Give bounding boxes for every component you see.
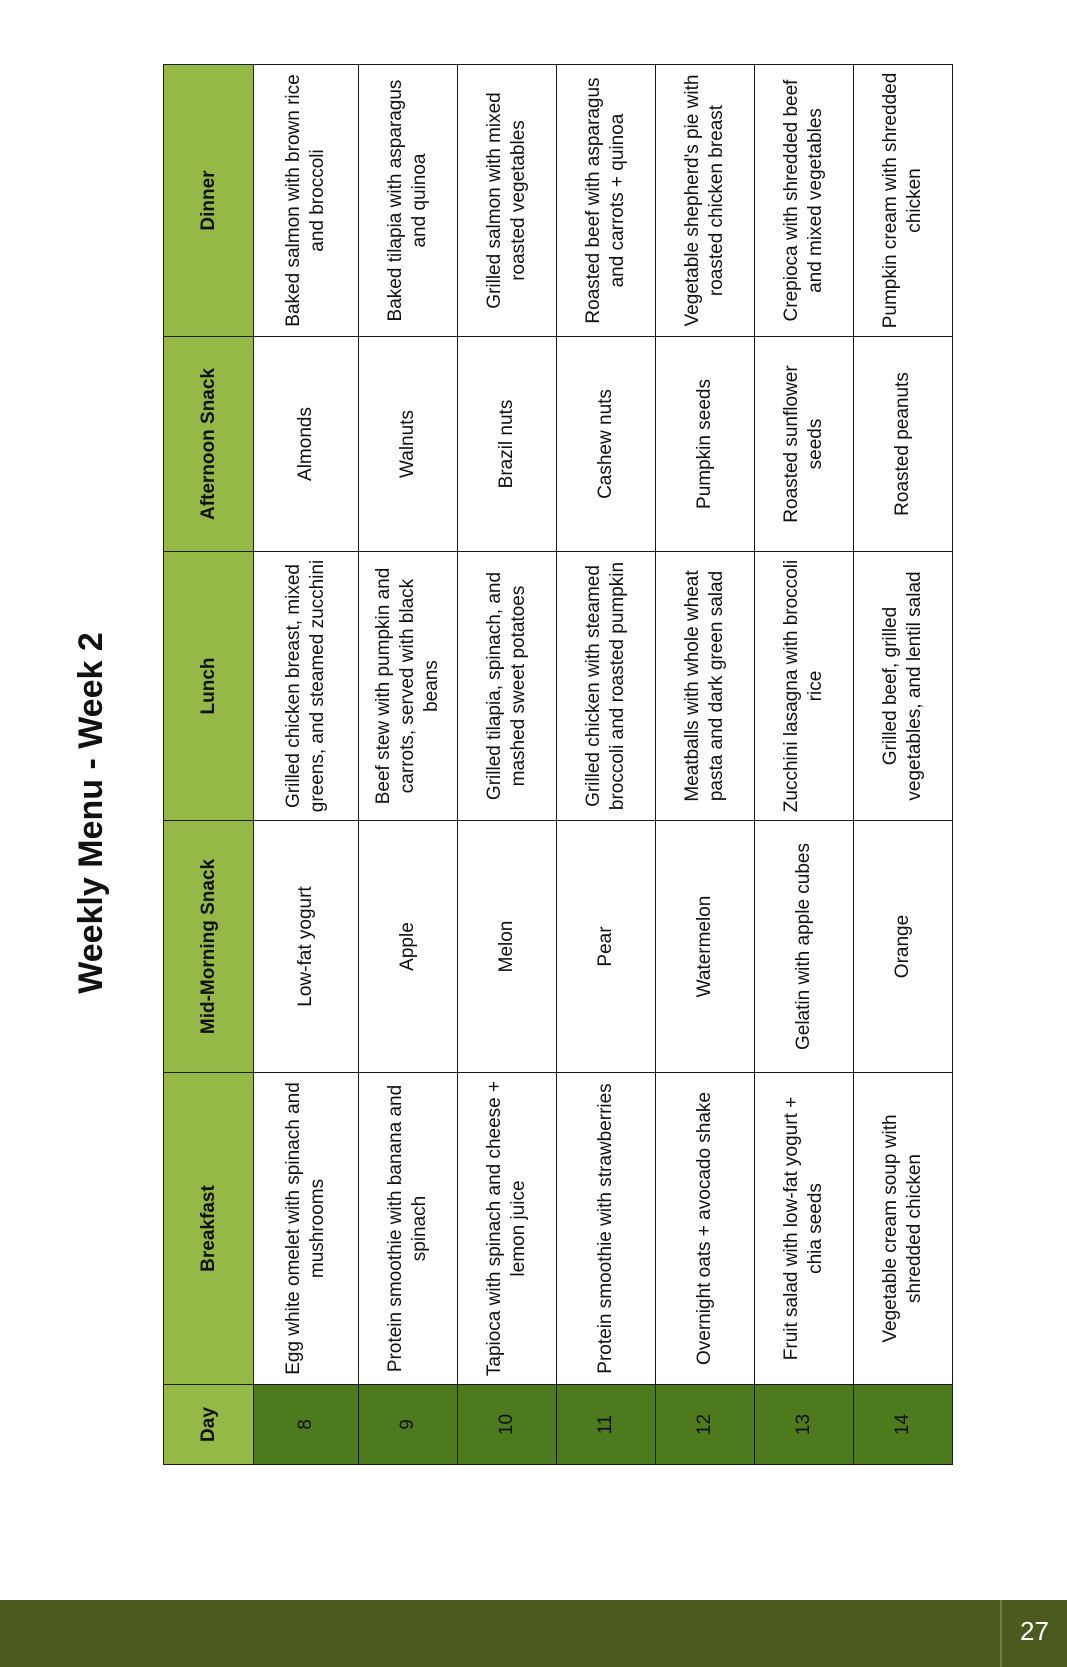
rotated-page-content (63, 63, 1019, 1563)
dinner-cell: Crepioca with shredded beef and mixed vegetables (755, 65, 854, 337)
dinner-cell: Baked tilapia with asparagus and quinoa (359, 65, 458, 337)
mid-morning-snack-cell: Gelatin with apple cubes (755, 821, 854, 1073)
table-row (254, 65, 359, 1465)
breakfast-cell: Vegetable cream soup with shredded chicken (854, 1073, 953, 1385)
afternoon-snack-cell: Roasted peanuts (854, 337, 953, 552)
day-cell: 9 (359, 1385, 458, 1465)
table-row (359, 65, 458, 1465)
footer-band (0, 1600, 1067, 1667)
afternoon-snack-cell: Cashew nuts (557, 337, 656, 552)
header-row (164, 65, 254, 1465)
table-header (164, 65, 254, 1465)
lunch-cell: Meatballs with whole wheat pasta and dark green salad (656, 552, 755, 821)
day-cell: 14 (854, 1385, 953, 1465)
lunch-cell: Grilled chicken breast, mixed greens, and steamed zucchini (254, 552, 359, 821)
header-dinner: Dinner (164, 65, 254, 337)
day-cell: 12 (656, 1385, 755, 1465)
breakfast-cell: Protein smoothie with strawberries (557, 1073, 656, 1385)
breakfast-cell: Protein smoothie with banana and spinach (359, 1073, 458, 1385)
mid-morning-snack-cell: Melon (458, 821, 557, 1073)
day-cell: 10 (458, 1385, 557, 1465)
day-cell: 13 (755, 1385, 854, 1465)
afternoon-snack-cell: Brazil nuts (458, 337, 557, 552)
lunch-cell: Zucchini lasagna with broccoli rice (755, 552, 854, 821)
table-row (755, 65, 854, 1465)
dinner-cell: Vegetable shepherd's pie with roasted chicken breast (656, 65, 755, 337)
mid-morning-snack-cell: Watermelon (656, 821, 755, 1073)
afternoon-snack-cell: Pumpkin seeds (656, 337, 755, 552)
lunch-cell: Grilled beef, grilled vegetables, and lentil salad (854, 552, 953, 821)
lunch-cell: Grilled chicken with steamed broccoli and roasted pumpkin (557, 552, 656, 821)
mid-morning-snack-cell: Apple (359, 821, 458, 1073)
breakfast-cell: Egg white omelet with spinach and mushrooms (254, 1073, 359, 1385)
table-row (557, 65, 656, 1465)
day-cell: 8 (254, 1385, 359, 1465)
mid-morning-snack-cell: Orange (854, 821, 953, 1073)
mid-morning-snack-cell: Low-fat yogurt (254, 821, 359, 1073)
day-cell: 11 (557, 1385, 656, 1465)
mid-morning-snack-cell: Pear (557, 821, 656, 1073)
header-breakfast: Breakfast (164, 1073, 254, 1385)
header-lunch: Lunch (164, 552, 254, 821)
lunch-cell: Beef stew with pumpkin and carrots, served with black beans (359, 552, 458, 821)
afternoon-snack-cell: Roasted sunflower seeds (755, 337, 854, 552)
table-body (254, 65, 953, 1465)
dinner-cell: Roasted beef with asparagus and carrots + quinoa (557, 65, 656, 337)
header-day: Day (164, 1385, 254, 1465)
page-title: Weekly Menu - Week 2 (72, 632, 110, 994)
dinner-cell: Pumpkin cream with shredded chicken (854, 65, 953, 337)
dinner-cell: Grilled salmon with mixed roasted vegetables (458, 65, 557, 337)
header-mid-morning-snack: Mid-Morning Snack (164, 821, 254, 1073)
page-number: 27 (1000, 1600, 1067, 1667)
dinner-cell: Baked salmon with brown rice and broccoli (254, 65, 359, 337)
table-row (458, 65, 557, 1465)
weekly-menu-table (163, 64, 953, 1465)
table-row (854, 65, 953, 1465)
breakfast-cell: Overnight oats + avocado shake (656, 1073, 755, 1385)
header-afternoon-snack: Afternoon Snack (164, 337, 254, 552)
table-row (656, 65, 755, 1465)
afternoon-snack-cell: Walnuts (359, 337, 458, 552)
afternoon-snack-cell: Almonds (254, 337, 359, 552)
lunch-cell: Grilled tilapia, spinach, and mashed sweet potatoes (458, 552, 557, 821)
breakfast-cell: Tapioca with spinach and cheese + lemon juice (458, 1073, 557, 1385)
breakfast-cell: Fruit salad with low-fat yogurt + chia seeds (755, 1073, 854, 1385)
